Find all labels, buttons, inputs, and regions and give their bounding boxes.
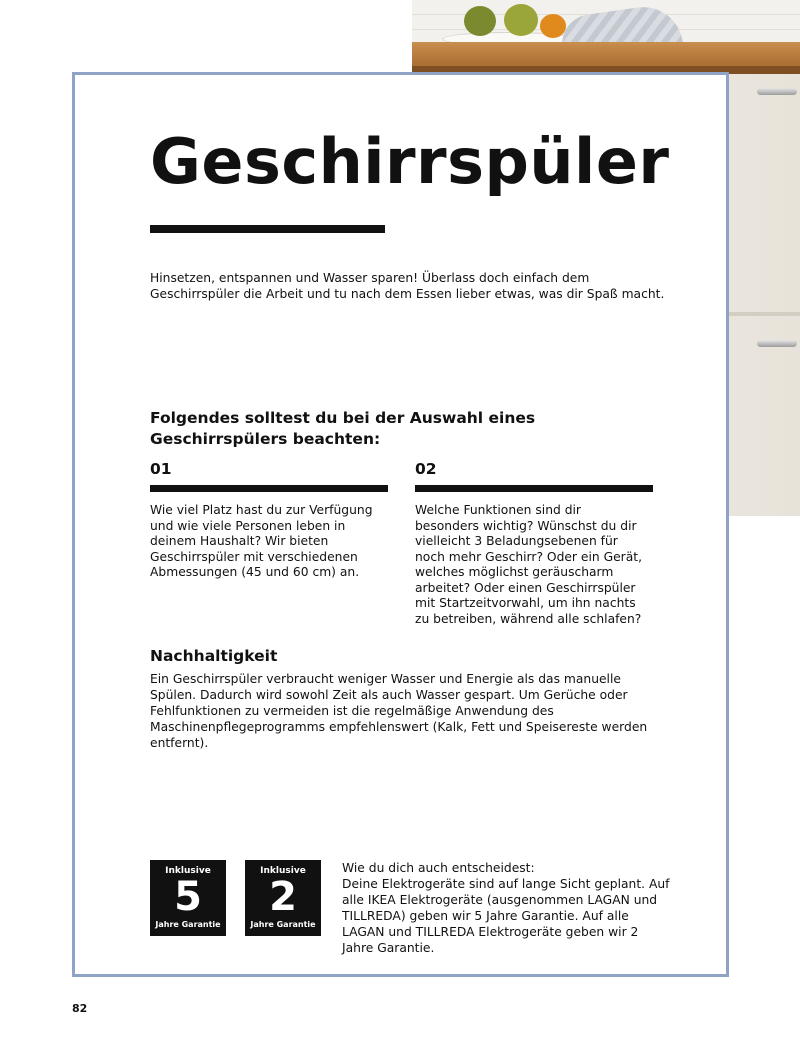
intro-text: Hinsetzen, entspannen und Wasser sparen! Überlass doch einfach dem Geschirrspüler die Arbeit und tu nach dem Essen lieber etwas, was dir Spaß macht.	[150, 271, 665, 301]
title-underline	[150, 225, 385, 233]
column-number: 01	[150, 460, 172, 478]
fruit	[540, 14, 566, 38]
badge-top-label: Inklusive	[260, 866, 306, 876]
column-text: Wie viel Platz hast du zur Verfügung und wie viele Personen leben in deinem Haushalt? Wir bieten Geschirrspüler mit verschiedenen Abmessungen (45 und 60 cm) an.	[150, 503, 373, 579]
sustainability-heading: Nachhaltigkeit	[150, 647, 278, 665]
badge-bottom-label: Jahre Garantie	[250, 920, 316, 929]
page-title: Geschirrspüler	[150, 125, 670, 198]
warranty-text-block	[342, 860, 672, 956]
wooden-countertop	[412, 42, 800, 68]
warranty-lead: Wie du dich auch entscheidest:	[342, 861, 535, 875]
drawer-gap	[728, 312, 800, 316]
page-number: 82	[72, 1002, 88, 1015]
content-panel	[72, 72, 729, 977]
badge-top-label: Inklusive	[165, 866, 211, 876]
warranty-badge-2-years	[245, 860, 321, 936]
column-number: 02	[415, 460, 437, 478]
drawer-handle	[757, 340, 797, 347]
badge-number: 5	[174, 874, 202, 920]
fruit	[504, 4, 538, 36]
warranty-badge-5-years	[150, 860, 226, 936]
drawer-handle	[757, 88, 797, 95]
badge-number: 2	[269, 874, 297, 920]
column-text: Welche Funktionen sind dir besonders wichtig? Wünschst du dir vielleicht 3 Beladungsebenen für noch mehr Geschirr? Oder ein Gerät, welches möglichst geräuscharm arbeitet? Oder einen Geschirrspüler mit Startzeitvorwahl, um ihn nachts zu betreiben, während alle schlafen?	[415, 503, 642, 626]
selection-heading: Folgendes solltest du bei der Auswahl eines Geschirrspülers beachten:	[150, 409, 536, 448]
warranty-body: Deine Elektrogeräte sind auf lange Sicht geplant. Auf alle IKEA Elektrogeräte (ausgenommen LAGAN und TILLREDA) geben wir 5 Jahre Garantie. Auf alle LAGAN und TILLREDA Elektrogeräte geben wir 2 Jahre Garantie.	[342, 877, 670, 955]
sustainability-text: Ein Geschirrspüler verbraucht weniger Wasser und Energie als das manuelle Spülen. Dadurch wird sowohl Zeit als auch Wasser gespart. Um Gerüche oder Fehlfunktionen zu vermeiden ist die regelmäßige Anwendung des Maschinenpflegeprogramms empfehlenswert (Kalk, Fett und Speisereste werden entfernt).	[150, 672, 648, 750]
badge-bottom-label: Jahre Garantie	[155, 920, 221, 929]
column-rule	[415, 485, 653, 492]
column-rule	[150, 485, 388, 492]
fruit	[464, 6, 496, 36]
